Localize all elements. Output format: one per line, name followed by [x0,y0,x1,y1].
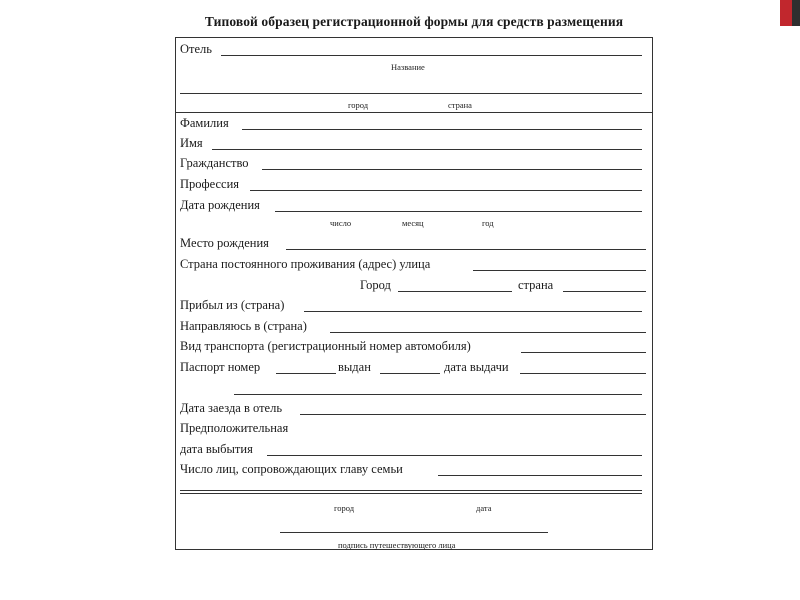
hotel-label: Отель [180,42,212,56]
residence-city-label: Город [360,278,391,292]
birth-date-label: Дата рождения [180,198,260,212]
name-line[interactable] [212,149,642,150]
surname-line[interactable] [242,129,642,130]
citizenship-line[interactable] [262,169,642,170]
footer-divider-bottom [180,493,642,494]
expected-departure-label-1: Предположительная [180,421,289,435]
hotel-name-caption: Название [391,62,425,72]
heading-to-label: Направляюсь в (страна) [180,319,307,333]
birth-place-line[interactable] [286,249,646,250]
surname-label: Фамилия [180,116,229,130]
birth-month-caption: месяц [402,218,424,228]
name-label: Имя [180,136,203,150]
passport-number-line[interactable] [276,373,336,374]
birth-year-caption: год [482,218,494,228]
profession-line[interactable] [250,190,642,191]
birth-day-caption: число [330,218,352,228]
hotel-line[interactable] [221,55,642,56]
passport-issued-label: выдан [338,360,371,374]
passport-issue-date-label: дата выдачи [444,360,509,374]
footer-city-caption: город [334,503,355,513]
residence-country2-label: страна [518,278,554,292]
companions-line[interactable] [438,475,642,476]
residence-country2-line[interactable] [563,291,646,292]
passport-issued-line[interactable] [380,373,440,374]
red-accent-bar [780,0,792,26]
residence-city-line[interactable] [398,291,512,292]
checkin-date-label: Дата заезда в отель [180,401,283,415]
arrived-from-label: Прибыл из (страна) [180,298,285,312]
slide-corner-decoration [762,0,800,26]
passport-extra-line[interactable] [234,394,642,395]
expected-departure-line[interactable] [267,455,642,456]
passport-issue-date-line[interactable] [520,373,646,374]
citizenship-label: Гражданство [180,156,249,170]
hotel-location-line[interactable] [180,93,642,94]
transport-label: Вид транспорта (регистрационный номер автомобиля) [180,339,471,353]
checkin-date-line[interactable] [300,414,646,415]
section-divider [176,112,652,113]
footer-divider-top [180,490,642,491]
footer-date-caption: дата [476,503,492,513]
passport-number-label: Паспорт номер [180,360,261,374]
transport-line[interactable] [521,352,646,353]
dark-accent-bar [792,0,800,26]
signature-caption: подпись путешествующего лица [338,540,456,550]
companions-label: Число лиц, сопровождающих главу семьи [180,462,403,476]
form-title: Типовой образец регистрационной формы для средств размещения [204,14,624,29]
birth-date-line[interactable] [275,211,642,212]
heading-to-line[interactable] [330,332,646,333]
hotel-city-caption: город [348,100,369,110]
registration-form [175,37,653,550]
profession-label: Профессия [180,177,240,191]
expected-departure-label-2: дата выбытия [180,442,253,456]
residence-street-line[interactable] [473,270,646,271]
hotel-country-caption: страна [448,100,472,110]
arrived-from-line[interactable] [304,311,642,312]
birth-place-label: Место рождения [180,236,269,250]
signature-line[interactable] [280,532,548,533]
residence-country-label: Страна постоянного проживания (адрес) улица [180,257,431,271]
